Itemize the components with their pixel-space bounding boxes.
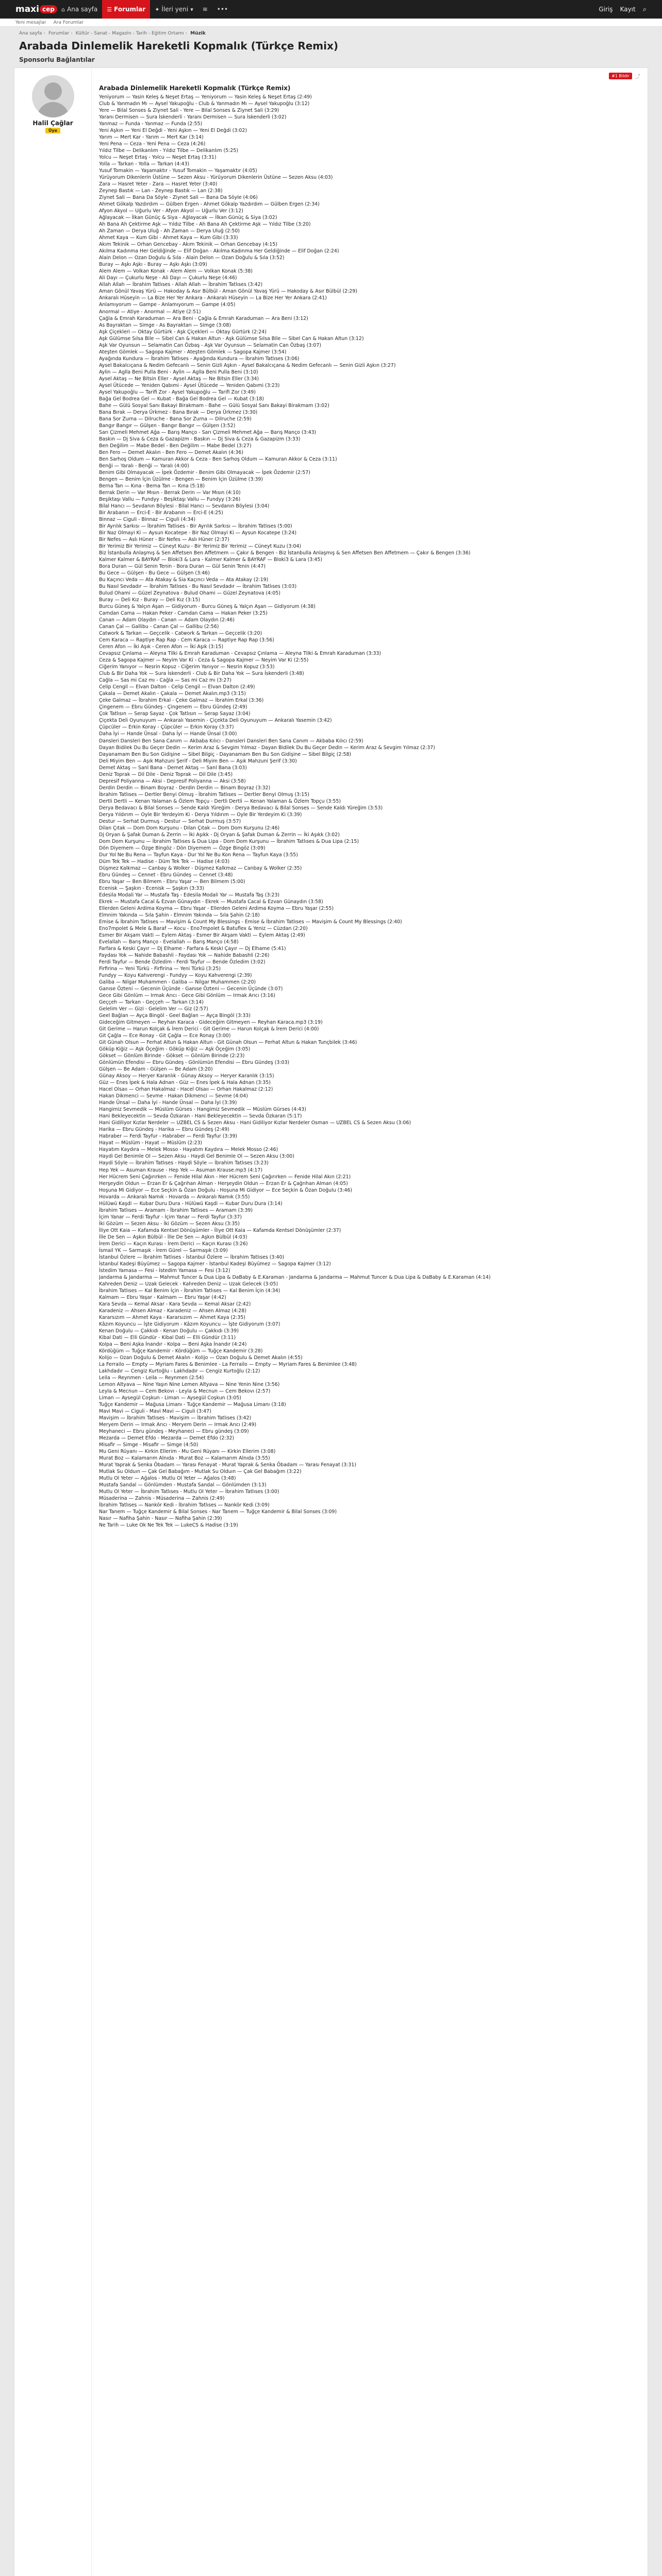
bolt-icon: ✦ [155, 6, 160, 13]
song-list-item: Zara — Hasret Yeter - Zara — Hasret Yeter (3:40) [99, 181, 218, 188]
wifi-icon: ≋ [202, 6, 208, 13]
song-list-item: Anormal — Atiye - Anormal — Atiye (2:51) [99, 309, 201, 315]
song-list-item: Kolijo — Ozan Doğulu & Demet Akalın - Kolijo — Ozan Doğulu & Demet Akalın (4:55) [99, 1354, 303, 1361]
song-list-item: Bir Yerimiz Bir Yerimiz — Cüneyt Kuzu - Bir Yerimiz Bir Yerimiz — Cüneyt Kuzu (3:04) [99, 544, 302, 550]
song-list-item: Ben Değilim — Mabe Bedel - Ben Değilim — Mabe Bedel (3:27) [99, 443, 252, 449]
song-list-item: İstanbul Kadeşi Büyümez — Sagopa Kajmer - İstanbul Kadeşi Büyümez — Sagopa Kajmer (3:12) [99, 1261, 331, 1267]
song-list-item: La Ferrailo — Empty — Myriam Fares & Benimlee - La Ferrailo — Empty — Myriam Fares & Benimlee (3:48) [99, 1361, 357, 1367]
song-list-item: Dayan Bidilek Du Bu Geçer Dedin — Kerim Araz & Sevgim Yılmaz - Dayan Bidilek Du Bu Geçer Dedin — Kerim Araz & Sevgim Yılmaz (2:37) [99, 744, 435, 751]
song-list-item: Liman — Aysegül Coşkun - Liman — Aysegül Coşkun (3:05) [99, 1395, 241, 1401]
new-posts-link[interactable]: Yeni mesajlar [15, 20, 46, 25]
song-list-item: Bengen — Benim İçin Üzülme - Bengen — Benim İçin Üzülme (3:39) [99, 476, 263, 482]
song-list-item: Deniz Toprak — Dil Dile - Deniz Toprak — Dil Dile (3:45) [99, 771, 233, 777]
song-list-item: Kararsızım — Ahmet Kaya - Kararsızım — Ahmet Kaya (2:35) [99, 1314, 245, 1320]
song-list-item: İki Gözüm — Sezen Aksu - İki Gözüm — Sezen Aksu (3:35) [99, 1221, 240, 1227]
song-list-item: Dilan Çıtak — Dom Dom Kurşunu - Dilan Çıtak — Dom Dom Kurşunu (2:46) [99, 825, 280, 831]
song-list-item: Depresif Poliyanna — Aksi - Depresif Poliyanna — Aksi (3:58) [99, 778, 246, 784]
song-list-item: Bu Nasıl Sevdadır — İbrahim Tatlıses - Bu Nasıl Sevdadır — İbrahim Tatlıses (3:03) [99, 584, 297, 590]
song-list-item: Aman Gönül Yavaş Yürü — Hakoday & Asır Bülbül - Aman Gönül Yavaş Yürü — Hakoday & Asır Bülbül (2:29) [99, 289, 357, 295]
song-list-item: Ferdi Tayfur — Bende Özledim - Ferdi Tayfur — Bende Özledim (3:02) [99, 959, 266, 965]
song-list-item: İsmail YK — Sarmaşık - İrem Gürel — Sarmaşık (3:09) [99, 1247, 228, 1253]
song-list-item: Gelelim Ver — Gizi - Gelelim Ver — Giz (2:57) [99, 1006, 208, 1012]
song-list-item: Bora Duran — Gül Senin Tenin - Bora Duran — Gül Senin Tenin (4:47) [99, 564, 266, 570]
post-user-info [14, 68, 92, 2576]
song-list-item: İrem Derici — Kaçın Kurası - İrem Derici — Kaçın Kurası (3:26) [99, 1241, 248, 1247]
song-list-item: Club & Yanmadın Mı — Aysel Yakupoğlu - Club & Yanmadın Mı — Aysel Yakupoğlu (3:12) [99, 101, 310, 107]
song-list-item: Haydi Gel Benimle Ol — Sezen Aksu - Haydi Gel Benimle Ol — Sezen Aksu (3:00) [99, 1154, 294, 1160]
song-list-item: Hayatım Kaydıra — Melek Mosso - Hayatım Kaydıra — Melek Mosso (2:46) [99, 1147, 278, 1153]
report-button[interactable]: #1 Bildir [609, 73, 632, 79]
song-list-item: Ganıse Özteni — Gecenin Üçünde - Ganıse Özteni — Gecenin Üçünde (3:07) [99, 986, 283, 992]
song-list-item: Aysel Yakupoğlu — Tarifi Zor - Aysel Yakupoğlu — Tarifi Zor (3:49) [99, 389, 256, 395]
song-list-item: Allah Allah — İbrahim Tatlıses - Allah Allah — İbrahim Tatlıses (3:42) [99, 282, 263, 288]
song-list-item: Hani Gidiliyor Kızlar Nerdeler — UZBEL CS & Sezen Aksu - Hani Gidiliyor Kızlar Nerdeler Osman — UZBEL CS & Sezen Aksu (3:06) [99, 1120, 411, 1126]
song-list-item: Kalmer Kalmer & BAYRAF — Bloki3 & Lara - Kalmer Kalmer & BAYRAF — Bloki3 & Lara (3:45) [99, 557, 322, 563]
song-list-item: Müsaderina — Zahnis - Müsaderina — Zahnis (2:49) [99, 1496, 225, 1502]
post-actions [609, 72, 640, 80]
song-list-item: Gideceğim Gitmeyen — Reyhan Karaca - Gideceğim Gitmeyen — Reyhan Karaca.mp3 (3:19) [99, 1020, 323, 1026]
home-icon: ⌂ [61, 6, 65, 13]
song-list-item: Edesila Modali Yar — Mustafa Taş - Edesila Modali Yar — Mustafa Taş (3:23) [99, 892, 280, 898]
song-list-item: Nasır — Nafiha Şahin - Nasır — Nafiha Şahin (2:39) [99, 1516, 222, 1522]
song-list-item: Cem Karaca — Raptiye Rap Rap - Cem Karaca — Raptiye Rap Rap (3:56) [99, 637, 274, 643]
nav-whats-new-label: İleri yeni [161, 6, 189, 13]
song-list-item: Club & Bir Daha Yok — Sura İskenderli - Club & Bir Daha Yok — Sura İskenderli (3:48) [99, 671, 304, 677]
song-list-item: Haydi Söyle — İbrahim Tatlıses - Haydi Söyle — İbrahim Tatlıses (3:23) [99, 1160, 269, 1166]
song-list-item: Göküp Kiğiz — Aşk Öçeğim - Göküp Kiğiz — Aşk Öçeğim (3:05) [99, 1046, 251, 1053]
song-list-item: Murat Boz — Kalamarım Alnıda - Murat Boz — Kalamarım Alnıda (3:55) [99, 1455, 270, 1462]
song-list-item: Bir Nefes — Aslı Hüner - Bir Nefes — Aslı Hüner (2:37) [99, 537, 229, 543]
song-list-item: Dön Diyemem — Özge Bingöz - Dön Diyemem — Özge Bingöz (3:09) [99, 845, 266, 851]
song-list-item: Buray — Deli Kız - Buray — Deli Kız (3:15) [99, 597, 201, 603]
post-username[interactable]: Halil Çağlar [32, 120, 73, 127]
song-list-item: Günay Aksoy — Heryer Karanlık - Günay Aksoy — Heryer Karanlık (3:15) [99, 1073, 274, 1079]
song-list-item: Bilal Hancı — Sevdanın Böylesi - Bilal Hancı — Sevdanın Böylesi (3:04) [99, 503, 270, 509]
song-list-item: As Bayraktarı — Simge - As Bayraktarı — Simge (3:08) [99, 322, 231, 328]
song-list-item: Celip Cengil — Elvan Dalton - Celip Cengil — Elvan Dalton (2:49) [99, 684, 255, 690]
breadcrumb-separator: › [185, 31, 188, 36]
nav-home-label: Ana sayfa [67, 6, 98, 13]
song-list-item: Hacel Olsaıı — Orhan Hakalmaz - Hacel Olsaıı — Orhan Hakalmaz (2:12) [99, 1087, 273, 1093]
search-forums-link[interactable]: Ara Forumlar [53, 20, 84, 25]
song-list-item: İlle De Sen — Aşkın Bülbül - İlle De Sen — Aşkın Bülbül (4:03) [99, 1234, 247, 1240]
avatar[interactable] [32, 75, 74, 117]
song-list-item: Kenan Doğulu — Çakkıdı - Kenan Doğulu — Çakkıdı (3:39) [99, 1328, 239, 1334]
song-list-item: Gökset — Gönlüm Birinde - Gökset — Gönlüm Birinde (2:23) [99, 1053, 245, 1059]
register-link[interactable]: Kayıt [620, 6, 636, 13]
song-list-item: Ziynet Sali — Bana Da Söyle - Ziynet Sali — Bana Da Söyle (4:06) [99, 195, 258, 201]
song-list-item: Mu Geni Rüyanı — Kirkin Ellerim - Mu Geni Rüyanı — Kirkin Ellerim (3:08) [99, 1449, 276, 1455]
song-list-item: Ah Bana Ah Çektirme Aşk — Yıldız Tilbe - Ah Bana Ah Çektirme Aşk — Yıldız Tilbe (3:20) [99, 222, 311, 228]
song-list-item: Alem Alem — Volkan Konak - Alem Alem — Volkan Konak (5:38) [99, 268, 253, 275]
song-list-item: Fundyy — Koyu Kahverengi - Fundyy — Koyu Kahverengi (2:39) [99, 973, 252, 979]
song-list-item: Her Hücrem Seni Çağırırken — Fenide Hilal Akın - Her Hücrem Seni Çağırırken — Fenide Hilal Akın (2:21) [99, 1174, 351, 1180]
song-list-item: Mavi Mavi — Ciguli - Mavi Mavi — Ciguli (3:47) [99, 1409, 211, 1415]
song-list-item: Herşeydin Oldun — Erzan Er & Çağrıhan Alman - Herşeydin Oldun — Erzan Er & Çağrıhan Alman (4:05) [99, 1180, 348, 1187]
song-list-item: Hakan Dikmenci — Sevme - Hakan Dikmenci — Sevme (4:04) [99, 1093, 248, 1099]
song-list [99, 94, 640, 1529]
song-list-item: Anlamıyorum — Gampe - Anlamıyorum — Gampe (4:05) [99, 302, 236, 308]
song-list-item: Gönlümün Efendisi — Ebru Gündeş - Gönlümün Efendisi — Ebru Gündeş (3:03) [99, 1060, 290, 1066]
song-list-item: Hande Ünsal — Daha İyi - Hande Ünsal — Daha İyi (3:39) [99, 1100, 237, 1106]
song-list-item: Bangır Bangır — Gülşen - Bangır Bangır — Gülşen (3:52) [99, 422, 236, 429]
song-list-item: Git Çağla — Ece Ronay - Git Çağla — Ece Ronay (3:00) [99, 1033, 231, 1039]
nav-forums[interactable] [102, 0, 150, 19]
chevron-down-icon: ▾ [190, 6, 193, 13]
song-list-item: Yıldız Tilbe — Delikanlım - Yıldız Tilbe — Delikanlım (5:25) [99, 148, 238, 154]
song-list-item: Bu Gece — Gülşen - Bu Gece — Gülşen (3:46) [99, 570, 210, 577]
avatar-body-shape [37, 102, 69, 117]
song-list-item: Kahreden Deniz — Uzak Gelecek - Kahreden Deniz — Uzak Gelecek (3:05) [99, 1281, 278, 1287]
song-list-item: Berrak Derin — Var Mısın - Berrak Derin — Var Mısın (4:10) [99, 489, 241, 496]
song-list-item: Aşk Çiçekleri — Oktay Gürtürk - Aşk Çiçekleri — Oktay Gürtürk (2:24) [99, 329, 267, 335]
login-link[interactable]: Giriş [599, 6, 613, 13]
song-list-item: Aysel Ütücede — Yeniden Qabımi - Aysel Ütücede — Yeniden Qabımi (3:23) [99, 382, 280, 388]
song-list-item: Ali Dayı — Çukurlu Neşe - Ali Dayı — Çukurlu Neşe (4:46) [99, 275, 237, 281]
song-list-item: Dansleri Dansleri Ben Sana Canım — Akbaba Kılıcı - Dansleri Dansleri Ben Sana Canım — Akbaba Kılıcı (2:59) [99, 738, 363, 744]
song-list-item: Hayat — Müslüm - Hayat — Müslüm (2:23) [99, 1140, 203, 1146]
song-list-item: Mavişim — İbrahim Tatlıses - Mavişim — İbrahim Tatlıses (3:42) [99, 1415, 252, 1421]
song-list-item: Karadeniz — Ahsen Almaz - Karadeniz — Ahsen Almaz (4:28) [99, 1308, 246, 1314]
song-list-item: Ahmet Gökalp Yazdırdım — Gülben Ergen - Ahmet Gökalp Yazdırdım — Gülben Ergen (2:34) [99, 201, 320, 208]
forum-post [14, 67, 648, 2576]
song-list-item: Kördüğüm — Tuğçe Kandemir - Kördüğüm — Tuğçe Kandemir (3:28) [99, 1348, 263, 1354]
song-list-item: Ekrek — Mustafa Cacal & Ezvan Günaydın - Ekrek — Mustafa Cacal & Ezvan Günaydın (3:58) [99, 899, 323, 905]
song-list-item: Çüpcüler — Erkin Koray - Çüpcüler — Erkin Koray (3:37) [99, 724, 234, 731]
song-list-item: Derdin Derdin — Binam Boyraz - Derdin Derdin — Binam Boyraz (3:32) [99, 785, 271, 791]
song-list-item: Çağla & Emrah Karaduman — Ara Beni - Çağla & Emrah Karaduman — Ara Beni (3:12) [99, 315, 308, 321]
song-list-item: Biz İstanbulla Anlaşmış & Sen Affetsen Ben Affetmem — Çakır & Bengen - Biz İstanbulla Anlaşmış & Sen Affetsen Ben Affetmem — Çakır & Bengen (3:36) [99, 550, 471, 556]
song-list-item: Geel Bağlan — Ayça Bingöl - Geel Bağlan — Ayça Bingöl (3:33) [99, 1013, 251, 1019]
page-title: Arabada Dinlemelik Hareketli Kopmalık (Türkçe Remix) [19, 40, 339, 52]
song-list-item: Git Günah Olsun — Ferhat Altun & Hakan Altun - Git Günah Olsun — Ferhat Altun & Hakan Tunçbilek (3:46) [99, 1040, 357, 1046]
song-list-item: Destur — Serhat Durmuş - Destur — Serhat Durmuş (3:57) [99, 818, 241, 824]
song-list-item: Hep Yek — Asuman Krause - Hep Yek — Asuman Krause.mp3 (4:17) [99, 1167, 262, 1173]
song-list-item: Güz — Enes İpek & Hala Adnan - Güz — Enes İpek & Hala Adnan (3:35) [99, 1080, 271, 1086]
song-list-item: Yeni Aşkın — Yeni El Değdi - Yeni Aşkın — Yeni El Değdi (3:02) [99, 128, 247, 134]
song-list-item: Bu Kaçıncı Veda — Ata Atakay & Sia Kaçıncı Veda — Ata Atakay (2:19) [99, 577, 269, 583]
song-list-item: Aşk Gülümse Sılsa Bile — Sibel Can & Hakan Altun - Aşk Gülümse Sılsa Bile — Sibel Can & Hakan Altun (3:12) [99, 335, 364, 342]
song-list-item: Beşiktaşı Vallu — Fundyy - Beşiktaşı Vallu — Fundyy (3:26) [99, 496, 241, 502]
song-list-item: Murat Yaprak & Senka Öbadam — Yarası Fenayat - Murat Yaprak & Senka Öbadam — Yarası Fenayat (3:31) [99, 1462, 356, 1468]
song-list-item: Burcu Güneş & Yalçın Aşan — Gidiyorum - Burcu Güneş & Yalçın Aşan — Gidiyorum (4:38) [99, 604, 316, 610]
song-list-item: Yürüyorum Dikenlerin Üstüne — Sezen Aksu - Yürüyorum Dikenlerin Üstüne — Sezen Aksu (4:03) [99, 175, 333, 181]
song-list-item: Camdan Cama — Hakan Peker - Camdan Cama — Hakan Peker (3:25) [99, 611, 268, 617]
song-list-item: İbrahim Tatlıses — Dertler Benyi Olmuş - İbrahim Tatlıses — Dertler Benyi Olmuş (3:15) [99, 791, 309, 798]
song-list-item: Hovarda — Ankaralı Namık - Hovarda — Ankaralı Namık (3:55) [99, 1194, 250, 1200]
breadcrumb-home[interactable]: Ana sayfa [19, 31, 42, 36]
account-links [599, 6, 647, 13]
song-list-item: Kolpa — Beni Aşka İnandır - Kolpa — Beni Aşka İnandır (4:24) [99, 1341, 247, 1347]
song-list-item: Dertli Dertli — Kenan Yalaman & Özlem Topçu - Dertli Dertli — Kenan Yalaman & Özlem Topçu (3:55) [99, 798, 341, 804]
song-list-item: Yere — Bilal Sonses & Ziynet Sali - Yere — Bilal Sonses & Ziynet Sali (3:29) [99, 108, 279, 114]
song-list-item: Esmer Bir Akşam Vakti — Eylem Aktaş - Esmer Bir Akşam Vakti — Eylem Aktaş (2:49) [99, 932, 305, 938]
nav-home[interactable] [57, 0, 102, 19]
song-list-item: Yeni Pena — Ceza - Yeni Pena — Ceza (4:26) [99, 141, 206, 147]
song-list-item: Bir Naz Olmayi Ki — Aysun Kocatepe - Bir Naz Olmayi Ki — Aysun Kocatepe (3:24) [99, 530, 297, 536]
song-list-item: Meryem Derin — Irmak Arıcı - Meryem Derin — Irmak Arıcı (2:49) [99, 1422, 257, 1428]
song-list-item: Buray — Aşkı Aşkı - Buray — Aşkı Aşkı (3:09) [99, 262, 207, 268]
song-list-item: Lakhdadır — Cengiz Kurtoğlu - Lakhdadır — Cengiz Kurtoğlu (2:12) [99, 1368, 260, 1374]
song-list-item: Dj Oryan & Şafak Duman & Zerrin — İki Aşıkk - Dj Oryan & Şafak Duman & Zerrin — İki Aşıkk (3:02) [99, 832, 340, 838]
song-list-item: Firfirina — Yeni Türkü - Firfirina — Yeni Türkü (3:25) [99, 966, 221, 972]
song-list-item: İçim Yanar — Ferdi Tayfur - İçim Yanar — Ferdi Tayfur (3:37) [99, 1214, 242, 1220]
song-list-item: Gece Gibi Gönlüm — Irmak Arıcı - Gece Gibi Gönlüm — Irmak Arıcı (3:16) [99, 993, 276, 999]
song-list-item: Elmnim Yakında — Sıla Şahin - Elmnim Yakında — Sıla Şahin (2:18) [99, 912, 260, 918]
song-list-item: Zeynep Bastık — Lan - Zeynep Bastık — Lan (2:38) [99, 188, 223, 194]
nav-forums-label: Forumlar [114, 6, 146, 13]
song-list-item: Bana Bırak — Derya Ürkmez - Bana Bırak — Derya Ürkmez (3:30) [99, 409, 258, 415]
song-list-item: Ecenisk — Şaşkın - Ecenisk — Şaşkın (3:33) [99, 885, 204, 891]
song-list-item: Dur Yol Ne Bu Rena — Tayfun Kaya - Dur Yol Ne Bu Kon Rena — Tayfun Kaya (3:55) [99, 852, 298, 858]
more-icon: ••• [217, 6, 228, 13]
song-list-item: Yanmaz — Funda - Yanmaz — Funda (2:55) [99, 121, 203, 127]
song-list-item: İbrahim Tatlıses — Nankör Kedi - İbrahim Tatlıses — Nankör Kedi (3:09) [99, 1502, 270, 1509]
song-list-item: Ne Tarih — Luke Ok Ne Tek Tek — LukeCS & Hadise (3:19) [99, 1522, 238, 1529]
song-list-item: Ayağında Kundura — İbrahim Tatlıses - Ayağında Kundura — İbrahim Tatlıses (3:06) [99, 355, 300, 362]
song-list-item: Berna Tan — Kına - Berna Tan — Kına (5:18) [99, 483, 205, 489]
song-list-item: Meyhaneci — Ebru gündeş - Meyhaneci — Ebru gündeş (3:09) [99, 1429, 249, 1435]
song-list-item: Ahmet Kaya — Kum Gibi - Ahmet Kaya — Kum Gibi (3:33) [99, 235, 238, 241]
breadcrumb-separator: › [43, 31, 46, 36]
nav-whats-new[interactable] [150, 0, 198, 19]
song-list-item: Aysel Aktaş — Ne Bitsin Eller - Aysel Aktaş — Ne Bitsin Eller (3:34) [99, 376, 259, 382]
top-navbar [0, 0, 662, 19]
song-list-item: Ağlayacak — İlkan Günüç & Siya - Ağlayacak — İlkan Günüç & Siya (3:02) [99, 215, 277, 221]
song-list-item: Derya Bedavacı & Bilal Sonses — Sende Kaldı Yüreğim - Derya Bedavacı & Bilal Sonses — Sende Kaldı Yüreğim (3:53) [99, 805, 383, 811]
song-list-item: Eno7mpolet & Mele & Baraf — Kocu - Eno7mpolet & Batuflex & Yeniz — Cüzdan (2:20) [99, 925, 308, 931]
song-list-item: Kibal Dati — Elli Gündür - Kibal Dati — Elli Gündür (3:11) [99, 1334, 236, 1341]
song-list-item: Çingenem — Ebru Gündeş - Çingenem — Ebru Gündeş (2:49) [99, 704, 247, 710]
song-list-item: Ceren Afon — İki Aşık - Ceren Afon — İki Aşık (3:15) [99, 644, 223, 650]
song-list-item: Geççeh — Tarkan - Geççeh — Tarkan (3:14) [99, 999, 204, 1006]
song-list-item: Düşmez Kalkmaz — Canbay & Wolker - Düşmez Kalkmaz — Canbay & Wolker (2:35) [99, 865, 302, 871]
song-list-item: Tuğçe Kandemir — Mağusa Limanı - Tuğçe Kandemir — Mağusa Limanı (3:18) [99, 1402, 286, 1408]
song-list-item: Mutlak Su Olduın — Çak Gel Babağım - Mutlak Su Olduın — Çak Gel Babağım (3:22) [99, 1469, 302, 1475]
song-list-item: Mutlu Ol Yeter — Ağalos - Mutlu Ol Yeter — Ağalos (3:48) [99, 1476, 236, 1482]
song-list-item: Mezarda — Demet Efdo - Mezarda — Demet Efdo (2:32) [99, 1435, 235, 1442]
song-list-item: Ciğerim Yanıyor — Nesrin Kopuz - Ciğerim Yanıyor — Nesrin Kopuz (3:53) [99, 664, 275, 670]
song-list-item: Düm Tek Tek — Hadise - Düm Tek Tek — Hadise (4:03) [99, 858, 230, 865]
song-list-item: Bulud Ohami — Güzel Zeynatova - Bulud Ohami — Güzel Zeynatova (4:05) [99, 590, 280, 597]
song-list-item: Gülşen — Be Adam - Gülşen — Be Adam (3:20) [99, 1066, 213, 1073]
song-list-item: Çeke Galmaz — İbrahim Erkal - Çeke Galmaz — İbrahim Erkal (3:36) [99, 698, 264, 704]
song-list-item: Binnaz — Ciguli - Binnaz — Ciguli (4:34) [99, 516, 196, 522]
song-list-item: Faydası Yok — Nahide Babashli - Faydası Yok — Nahide Babashli (2:26) [99, 953, 270, 958]
song-list-item: Derya Yıldırım — Oyle Bir Yerdeyim Ki - Derya Yıldırım — Oyle Bir Yerdeyim Ki (3:39) [99, 811, 302, 818]
song-list-item: Çiçekta Deli Oyunuyum — Ankaralı Yasemin - Çiçekta Deli Oyunuyum — Ankaralı Yasemin (3:42) [99, 718, 332, 724]
song-list-item: Leyla & Mecnun — Cem Bekovı - Leyla & Mecnun — Cem Bekovı (2:57) [99, 1388, 271, 1395]
breadcrumb-separator: › [71, 31, 73, 36]
song-list-item: Leila — Reynmen - Leila — Reynmen (2:54) [99, 1375, 204, 1381]
song-list-item: Yolla — Tarkan - Yolla — Tarkan (4:43) [99, 161, 190, 167]
song-list-item: Yarım — Mert Kar - Yarım — Mert Kar (3:14) [99, 134, 204, 141]
avatar-head-shape [44, 82, 62, 100]
song-list-item: Ellerden Geleni Ardima Koyma — Ebru Yaşar - Ellerden Geleni Ardima Koyma — Ebru Yaşar (2:55) [99, 905, 334, 911]
song-list-item: Bir Arabanın — Erci-E - Bir Arabanın — Erci-E (4:25) [99, 510, 223, 516]
song-list-item: Cevapsız Çınlama — Aleyna Tilki & Emrah Karaduman - Cevapsız Çınlama — Aleyna Tilki & Emrah Karaduman (3:33) [99, 651, 382, 657]
song-list-item: Aysel Bakalcıçana & Nedim Gefecanlı — Senin Gizli Aşkın - Aysel Bakalcıçana & Nedim Gefecanlı — Senin Gizli Aşkın (3:27) [99, 362, 396, 368]
song-list-item: Emise & İbrahim Tatlıses — Mavişim & Count My Blessings - Emise & İbrahim Tatlıses — Mavişim & Count My Blessings (2:40) [99, 919, 402, 925]
post-title: Arabada Dinlemelik Hareketli Kopmalık (Türkçe Remix) [99, 84, 291, 92]
song-list-item: Benim Gibi Olmayacak — İpek Özdemir - Benim Gibi Olmayacak — İpek Özdemir (2:57) [99, 469, 310, 476]
song-list-item: Sarı Çizmeli Mehmet Ağa — Barış Manço - Sarı Çizmeli Mehmet Ağa — Barış Manço (3:43) [99, 429, 317, 435]
song-list-item: Ah Zaman — Derya Uluğ - Ah Zaman — Derya Uluğ (2:50) [99, 228, 240, 234]
song-list-item: Hoşuna Mi Gidiyor — Ece Seçkin & Özan Doğulu - Hoşuna Mi Gidiyor — Ece Seçkin & Özan Doğulu (3:46) [99, 1187, 353, 1193]
search-icon[interactable]: ⌕ [642, 5, 647, 13]
song-list-item: Habraber — Ferdi Tayfur - Habraber — Ferdi Tayfur (3:39) [99, 1133, 238, 1140]
song-list-item: Yeniyorum — Yasin Keleş & Neşet Ertaş — Yeniyorum — Yasin Keleş & Neşet Ertaş (2:49) [99, 94, 312, 100]
song-list-item: Hani Bekleyecektin — Sevda Özkaran - Hani Bekleyecektin — Sevda Özkaran (5:17) [99, 1113, 302, 1120]
logo-text: maxi [15, 4, 39, 14]
song-list-item: Dom Dom Kurşunu — İbrahim Tatlıses & Dua Lipa - Dom Dom Kurşunu — İbrahim Tatlıses & Dua Lipa (2:15) [99, 838, 359, 844]
song-list-item: Ankaralı Hüseyin — La Bize Her Yer Ankara - Ankaralı Hüseyin — La Bize Her Yer Ankara (2:41) [99, 295, 327, 301]
song-list-item: Ateşten Gömlek — Sagopa Kajmer - Ateşten Gömlek — Sagopa Kajmer (3:54) [99, 349, 287, 355]
nav-extra-1[interactable] [198, 0, 212, 19]
song-list-item: Kara Sevda — Kemal Aksar - Kara Sevda — Kemal Aksar (2:42) [99, 1301, 251, 1307]
site-logo[interactable] [15, 2, 57, 17]
sponsored-links-label: Sponsorlu Bağlantılar [19, 56, 95, 63]
page-body [14, 27, 648, 2576]
song-list-item: Akım Tekinik — Orhan Gencebay - Akım Tekinik — Orhan Gencebay (4:15) [99, 242, 277, 248]
song-list-item: Kalmam — Ebru Yaşar - Kalmam — Ebru Yaşar (4:42) [99, 1294, 226, 1300]
forum-icon: ☰ [107, 6, 112, 13]
song-list-item: Çok Tatlısın — Serap Sayaz - Çok Tatlısın — Serap Sayaz (3:04) [99, 711, 251, 717]
song-list-item: Mutlu Ol Yeter — İbrahim Tatlıses - Mutlu Ol Yeter — İbrahim Tatlıses (3:00) [99, 1489, 279, 1495]
song-list-item: Yolcu — Neşet Ertaş - Yolcu — Neşet Ertaş (3:31) [99, 155, 217, 161]
song-list-item: Baskın — Dj Siva & Ceza & Gazapizm - Baskın — Dj Siva & Ceza & Gazapizm (3:33) [99, 436, 301, 442]
song-list-item: Bahe — Gülü Sosyal Sanı Bakayi Birakmam - Bahe — Gülü Sosyal Sanı Bakayi Birakmam (3:02) [99, 402, 329, 409]
song-list-item: Hangimiz Sevmedik — Müslüm Gürses - Hangimiz Sevmedik — Müslüm Gürses (4:43) [99, 1107, 306, 1113]
breadcrumb-current[interactable]: Müzik [190, 31, 206, 36]
song-list-item: Bana Sor Zurna — Dilruche - Bana Sor Zurna — Dilruche (2:59) [99, 416, 252, 422]
song-list-item: İbrahim Tatlıses — Aramam - İbrahim Tatlıses — Aramam (3:39) [99, 1207, 253, 1213]
song-list-item: Ebru Yaşar — Ben Bilmem - Ebru Yaşar — Ben Bilmem (5:00) [99, 878, 245, 885]
song-list-item: Ceza & Sagopa Kajmer — Neyim Var Ki - Ceza & Sagopa Kajmer — Neyim Var Ki (2:55) [99, 657, 309, 664]
song-list-item: İliye Ott Kaia — Kafamda Kentsel Dönüşümler - İliye Ott Kaia — Kafamda Kentsel Dönüşümler (2:37) [99, 1227, 341, 1233]
logo-badge: cep [40, 5, 57, 13]
song-list-item: Aşk Var Oyunsun — Selamatin Can Özbaş - Aşk Var Oyunsun — Selamatin Can Özbaş (3:07) [99, 342, 321, 348]
song-list-item: Çakala — Demet Akalın - Çakala — Demet Akalın.mp3 (3:15) [99, 691, 246, 697]
song-list-item: Mustafa Sandal — Gönlümden - Mustafa Sandal — Gönlümden (3:13) [99, 1482, 267, 1488]
song-list-item: Canan — Adam Olaydın - Canan — Adam Olaydın (2:46) [99, 617, 235, 623]
song-list-item: İstanbul Özlere — İbrahim Tatlıses - İstanbul Özlere — İbrahim Tatlıses (3:40) [99, 1254, 285, 1260]
song-list-item: Aylin — Aglla Beni Pulla Beni - Aylin — Aglla Beni Pulla Beni (3:10) [99, 369, 258, 375]
song-list-item: Hülüwü Kaşdi — Kubar Duru Dura - Hülüwü Kaşdi — Kubar Duru Dura (3:14) [99, 1200, 283, 1207]
song-list-item: Jandarma & Jandarma — Mahmut Tuncer & Dua Lipa & DaBaby & E.Karaman - Jandarma & Jandarma — Mahmut Tuncer & Dua Lipa & DaBaby & E.Karaman (4:14) [99, 1274, 491, 1280]
song-list-item: Benği — Yaralı - Benği — Yaralı (4:00) [99, 463, 189, 469]
post-content [92, 68, 648, 2576]
song-list-item: Evelallah — Barış Manço - Evelallah — Barış Manço (4:58) [99, 939, 239, 945]
song-list-item: Yaranı Dermisen — Sura İskenderli - Yaranı Dermisen — Sura İskenderli (3:02) [99, 114, 287, 121]
user-rank-badge: Üye [45, 128, 60, 133]
song-list-item: Ben Sarhoş Oldum — Kamuran Akkor & Ceza - Ben Sarhoş Oldum — Kamuran Akkor & Ceza (3:11) [99, 456, 337, 462]
song-list-item: Akılma Kadınma Her Geldiğinde — Elif Doğan - Akılma Kadınma Her Geldiğinde — Elif Doğan (2:24) [99, 248, 339, 255]
song-list-item: Harika — Ebru Gündeş - Harika — Ebru Gündeş (2:49) [99, 1127, 229, 1133]
song-list-item: Dayanamam Ben Bu Son Gidişine — Sibel Bilgiç - Dayanamam Ben Bu Son Gidişine — Sibel Bilgiç (2:58) [99, 751, 352, 757]
share-icon[interactable]: ⤴ [635, 74, 640, 80]
song-list-item: Farfara & Keski Çayır — Dj Elhame - Farfara & Keski Çayır — Dj Elhame (5:41) [99, 945, 286, 952]
song-list-item: Misafir — Simge - Misafir — Simge (4:50) [99, 1442, 198, 1448]
song-list-item: İstedim Yamasa — Fesi - İstedim Yamasa — Fesi (3:12) [99, 1267, 230, 1274]
song-list-item: Ben Fero — Demet Akalın - Ben Fero — Demet Akalın (4:36) [99, 449, 243, 455]
song-list-item: Lemon Altyava — Nine Yaşın Nine Lemen Altyava — Nine Yenin Nine (3:56) [99, 1382, 280, 1387]
breadcrumb-category[interactable]: Kültür - Sanat - Magazin - Tarih - Eğitim Ortamı [75, 31, 184, 36]
song-list-item: Galiba — Nilgar Muhammen - Galiba — Nilgar Muhammen (2:20) [99, 979, 256, 986]
song-list-item: Ebru Gündeş — Cennet - Ebru Gündeş — Cennet (3:48) [99, 872, 233, 878]
song-list-item: Kâzım Koyuncu — İşte Gidiyorum - Kâzım Koyuncu — İşte Gidiyorum (3:07) [99, 1321, 280, 1327]
song-list-item: Afyon Akyol — Uğurlu Ver - Afyon Akyol — Uğurlu Ver (3:12) [99, 208, 243, 214]
breadcrumb-forums[interactable]: Forumlar [48, 31, 70, 36]
song-list-item: Demet Aktaş — Sanl Bana - Demet Aktaş — Sanl Bana (3:03) [99, 765, 247, 771]
breadcrumb [14, 27, 648, 38]
sub-navbar [0, 19, 662, 27]
song-list-item: Bağa Gel Bodrea Gel — Kubat - Bağa Gel Bodrea Gel — Kubat (3:18) [99, 396, 264, 402]
song-list-item: Bir Ayrılık Sarkısı — İbrahim Tatlıses - Bir Ayrılık Sarkısı — İbrahim Tatlıses (5:00) [99, 523, 292, 529]
song-list-item: Git Gerime — Harun Kolçak & İrem Derici - Git Gerime — Harun Kolçak & İrem Derici (4:00) [99, 1026, 319, 1032]
song-list-item: Daha İyi — Hande Ünsal - Daha İyi — Hande Ünsal (3:00) [99, 731, 237, 737]
song-list-item: Nar Tanem — Tuğçe Kandemir & Bilal Sonses - Nar Tanem — Tuğçe Kandemir & Bilal Sonses (3:09) [99, 1509, 337, 1515]
song-list-item: Alain Delon — Ozan Doğulu & Sıla - Alain Delon — Ozan Doğulu & Sıla (3:52) [99, 255, 285, 261]
song-list-item: Canan Çal — Gallibu - Canan Çal — Gallibu (2:56) [99, 624, 219, 630]
song-list-item: Catwork & Tarkan — Geçcelik - Catwork & Tarkan — Geçcelik (3:20) [99, 631, 262, 637]
song-list-item: Yusuf Tomakin — Yaşamaktır - Yusuf Tomakin — Yaşamaktır (4:05) [99, 168, 257, 174]
song-list-item: Deli Miyim Ben — Aşık Mahzuni Şerif - Deli Miyim Ben — Aşık Mahzuni Şerif (3:30) [99, 758, 297, 764]
song-list-item: Cağla — Sas mi Caz mı - Cağla — Sas mi Caz mı (3:27) [99, 677, 231, 684]
nav-extra-2[interactable] [212, 0, 233, 19]
song-list-item: İbrahim Tatlıses — Kal Benim İçin - İbrahim Tatlıses — Kal Benim İçin (4:34) [99, 1287, 280, 1294]
